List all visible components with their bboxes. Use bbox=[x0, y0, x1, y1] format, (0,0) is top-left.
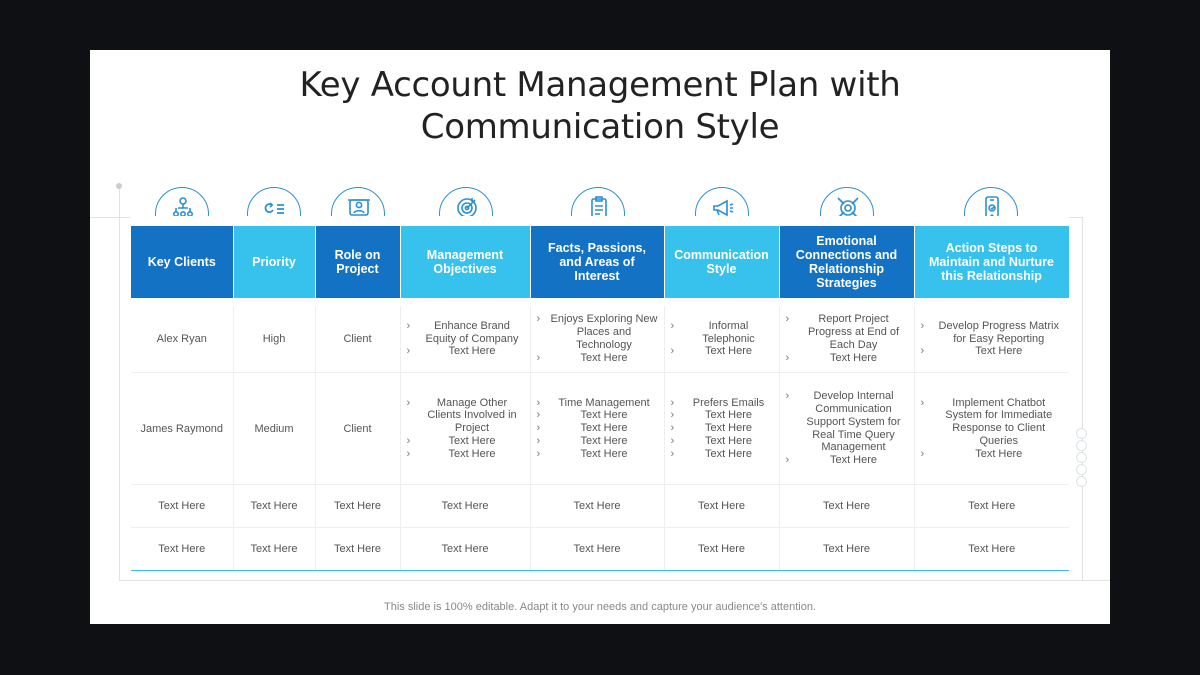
placeholder-cell: Text Here bbox=[315, 485, 400, 528]
placeholder-cell: Text Here bbox=[914, 485, 1069, 528]
placeholder-cell: Text Here bbox=[530, 528, 664, 571]
list-item: › Text Here bbox=[421, 448, 524, 461]
list-item: › Text Here bbox=[800, 454, 908, 467]
list-item: › Text Here bbox=[551, 422, 658, 435]
list-item: › Text Here bbox=[685, 409, 773, 422]
dot bbox=[1076, 452, 1087, 463]
title-line-1: Key Account Management Plan with bbox=[299, 65, 901, 105]
list-item: › Report Project Progress at End of Each Day bbox=[800, 313, 908, 351]
dot bbox=[1076, 428, 1087, 439]
icon-mask bbox=[130, 216, 1070, 226]
list-item: › Text Here bbox=[935, 345, 1064, 358]
table-row bbox=[131, 528, 1069, 571]
placeholder-cell: Text Here bbox=[131, 485, 233, 528]
frame-line-left bbox=[119, 189, 120, 580]
dot bbox=[1076, 440, 1087, 451]
style-cell bbox=[664, 373, 779, 485]
placeholder-cell: Text Here bbox=[131, 528, 233, 571]
priority-cell: High bbox=[233, 306, 315, 373]
dot bbox=[1076, 476, 1087, 487]
title-line-2: Communication Style bbox=[420, 107, 780, 147]
table-row bbox=[131, 306, 1069, 373]
placeholder-cell: Text Here bbox=[664, 528, 779, 571]
spacer-row bbox=[131, 298, 1069, 306]
list-item: › Develop Progress Matrix for Easy Reporting bbox=[935, 320, 1064, 346]
table-row bbox=[131, 485, 1069, 528]
placeholder-cell: Text Here bbox=[779, 485, 914, 528]
frame-line-top-right bbox=[90, 217, 130, 218]
footer-caption: This slide is 100% editable. Adapt it to your needs and capture your audience's attention. bbox=[384, 601, 816, 613]
frame-line-bottom bbox=[119, 580, 1110, 581]
facts-cell bbox=[530, 306, 664, 373]
account-plan-table bbox=[131, 226, 1070, 571]
column-header: Priority bbox=[233, 226, 315, 298]
column-header: Facts, Passions, and Areas of Interest bbox=[530, 226, 664, 298]
frame-line-top-end bbox=[1069, 217, 1083, 218]
table-row bbox=[131, 373, 1069, 485]
objectives-cell bbox=[400, 373, 530, 485]
list-item: › Text Here bbox=[685, 435, 773, 448]
placeholder-cell: Text Here bbox=[530, 485, 664, 528]
list-item: › Time Management bbox=[551, 397, 658, 410]
list-item: › Text Here bbox=[551, 409, 658, 422]
action-cell bbox=[914, 373, 1069, 485]
list-item: › Text Here bbox=[551, 435, 658, 448]
slide bbox=[90, 50, 1110, 624]
client-cell: Alex Ryan bbox=[131, 306, 233, 373]
page-title bbox=[90, 64, 1110, 148]
list-item: › Manage Other Clients Involved in Project bbox=[421, 397, 524, 435]
placeholder-cell: Text Here bbox=[779, 528, 914, 571]
list-item: › Informal Telephonic bbox=[685, 320, 773, 346]
column-header: Communication Style bbox=[664, 226, 779, 298]
list-item: › Enjoys Exploring New Places and Technology bbox=[551, 313, 658, 351]
action-cell bbox=[914, 306, 1069, 373]
placeholder-cell: Text Here bbox=[233, 528, 315, 571]
role-cell: Client bbox=[315, 306, 400, 373]
frame-line-right bbox=[1082, 217, 1083, 580]
column-header: Role on Project bbox=[315, 226, 400, 298]
placeholder-cell: Text Here bbox=[400, 528, 530, 571]
emotional-cell bbox=[779, 373, 914, 485]
list-item: › Text Here bbox=[685, 345, 773, 358]
dot bbox=[1076, 464, 1087, 475]
placeholder-cell: Text Here bbox=[914, 528, 1069, 571]
list-item: › Text Here bbox=[421, 435, 524, 448]
placeholder-cell: Text Here bbox=[233, 485, 315, 528]
emotional-cell bbox=[779, 306, 914, 373]
table-header-row bbox=[131, 226, 1069, 298]
list-item: › Text Here bbox=[800, 352, 908, 365]
column-header: Emotional Connections and Relationship Strategies bbox=[779, 226, 914, 298]
list-item: › Prefers Emails bbox=[685, 397, 773, 410]
placeholder-cell: Text Here bbox=[664, 485, 779, 528]
placeholder-cell: Text Here bbox=[400, 485, 530, 528]
column-header: Action Steps to Maintain and Nurture this Relationship bbox=[914, 226, 1069, 298]
role-cell: Client bbox=[315, 373, 400, 485]
list-item: › Text Here bbox=[421, 345, 524, 358]
style-cell bbox=[664, 306, 779, 373]
list-item: › Text Here bbox=[551, 448, 658, 461]
objectives-cell bbox=[400, 306, 530, 373]
list-item: › Text Here bbox=[685, 448, 773, 461]
list-item: › Text Here bbox=[685, 422, 773, 435]
column-header: Management Objectives bbox=[400, 226, 530, 298]
list-item: › Text Here bbox=[551, 352, 658, 365]
placeholder-cell: Text Here bbox=[315, 528, 400, 571]
list-item: › Develop Internal Communication Support System for Real Time Query Management bbox=[800, 390, 908, 454]
list-item: › Enhance Brand Equity of Company bbox=[421, 320, 524, 346]
decorative-dots bbox=[1076, 428, 1087, 488]
list-item: › Implement Chatbot System for Immediate Response to Client Queries bbox=[935, 397, 1064, 448]
list-item: › Text Here bbox=[935, 448, 1064, 461]
facts-cell bbox=[530, 373, 664, 485]
client-cell: James Raymond bbox=[131, 373, 233, 485]
column-header: Key Clients bbox=[131, 226, 233, 298]
priority-cell: Medium bbox=[233, 373, 315, 485]
